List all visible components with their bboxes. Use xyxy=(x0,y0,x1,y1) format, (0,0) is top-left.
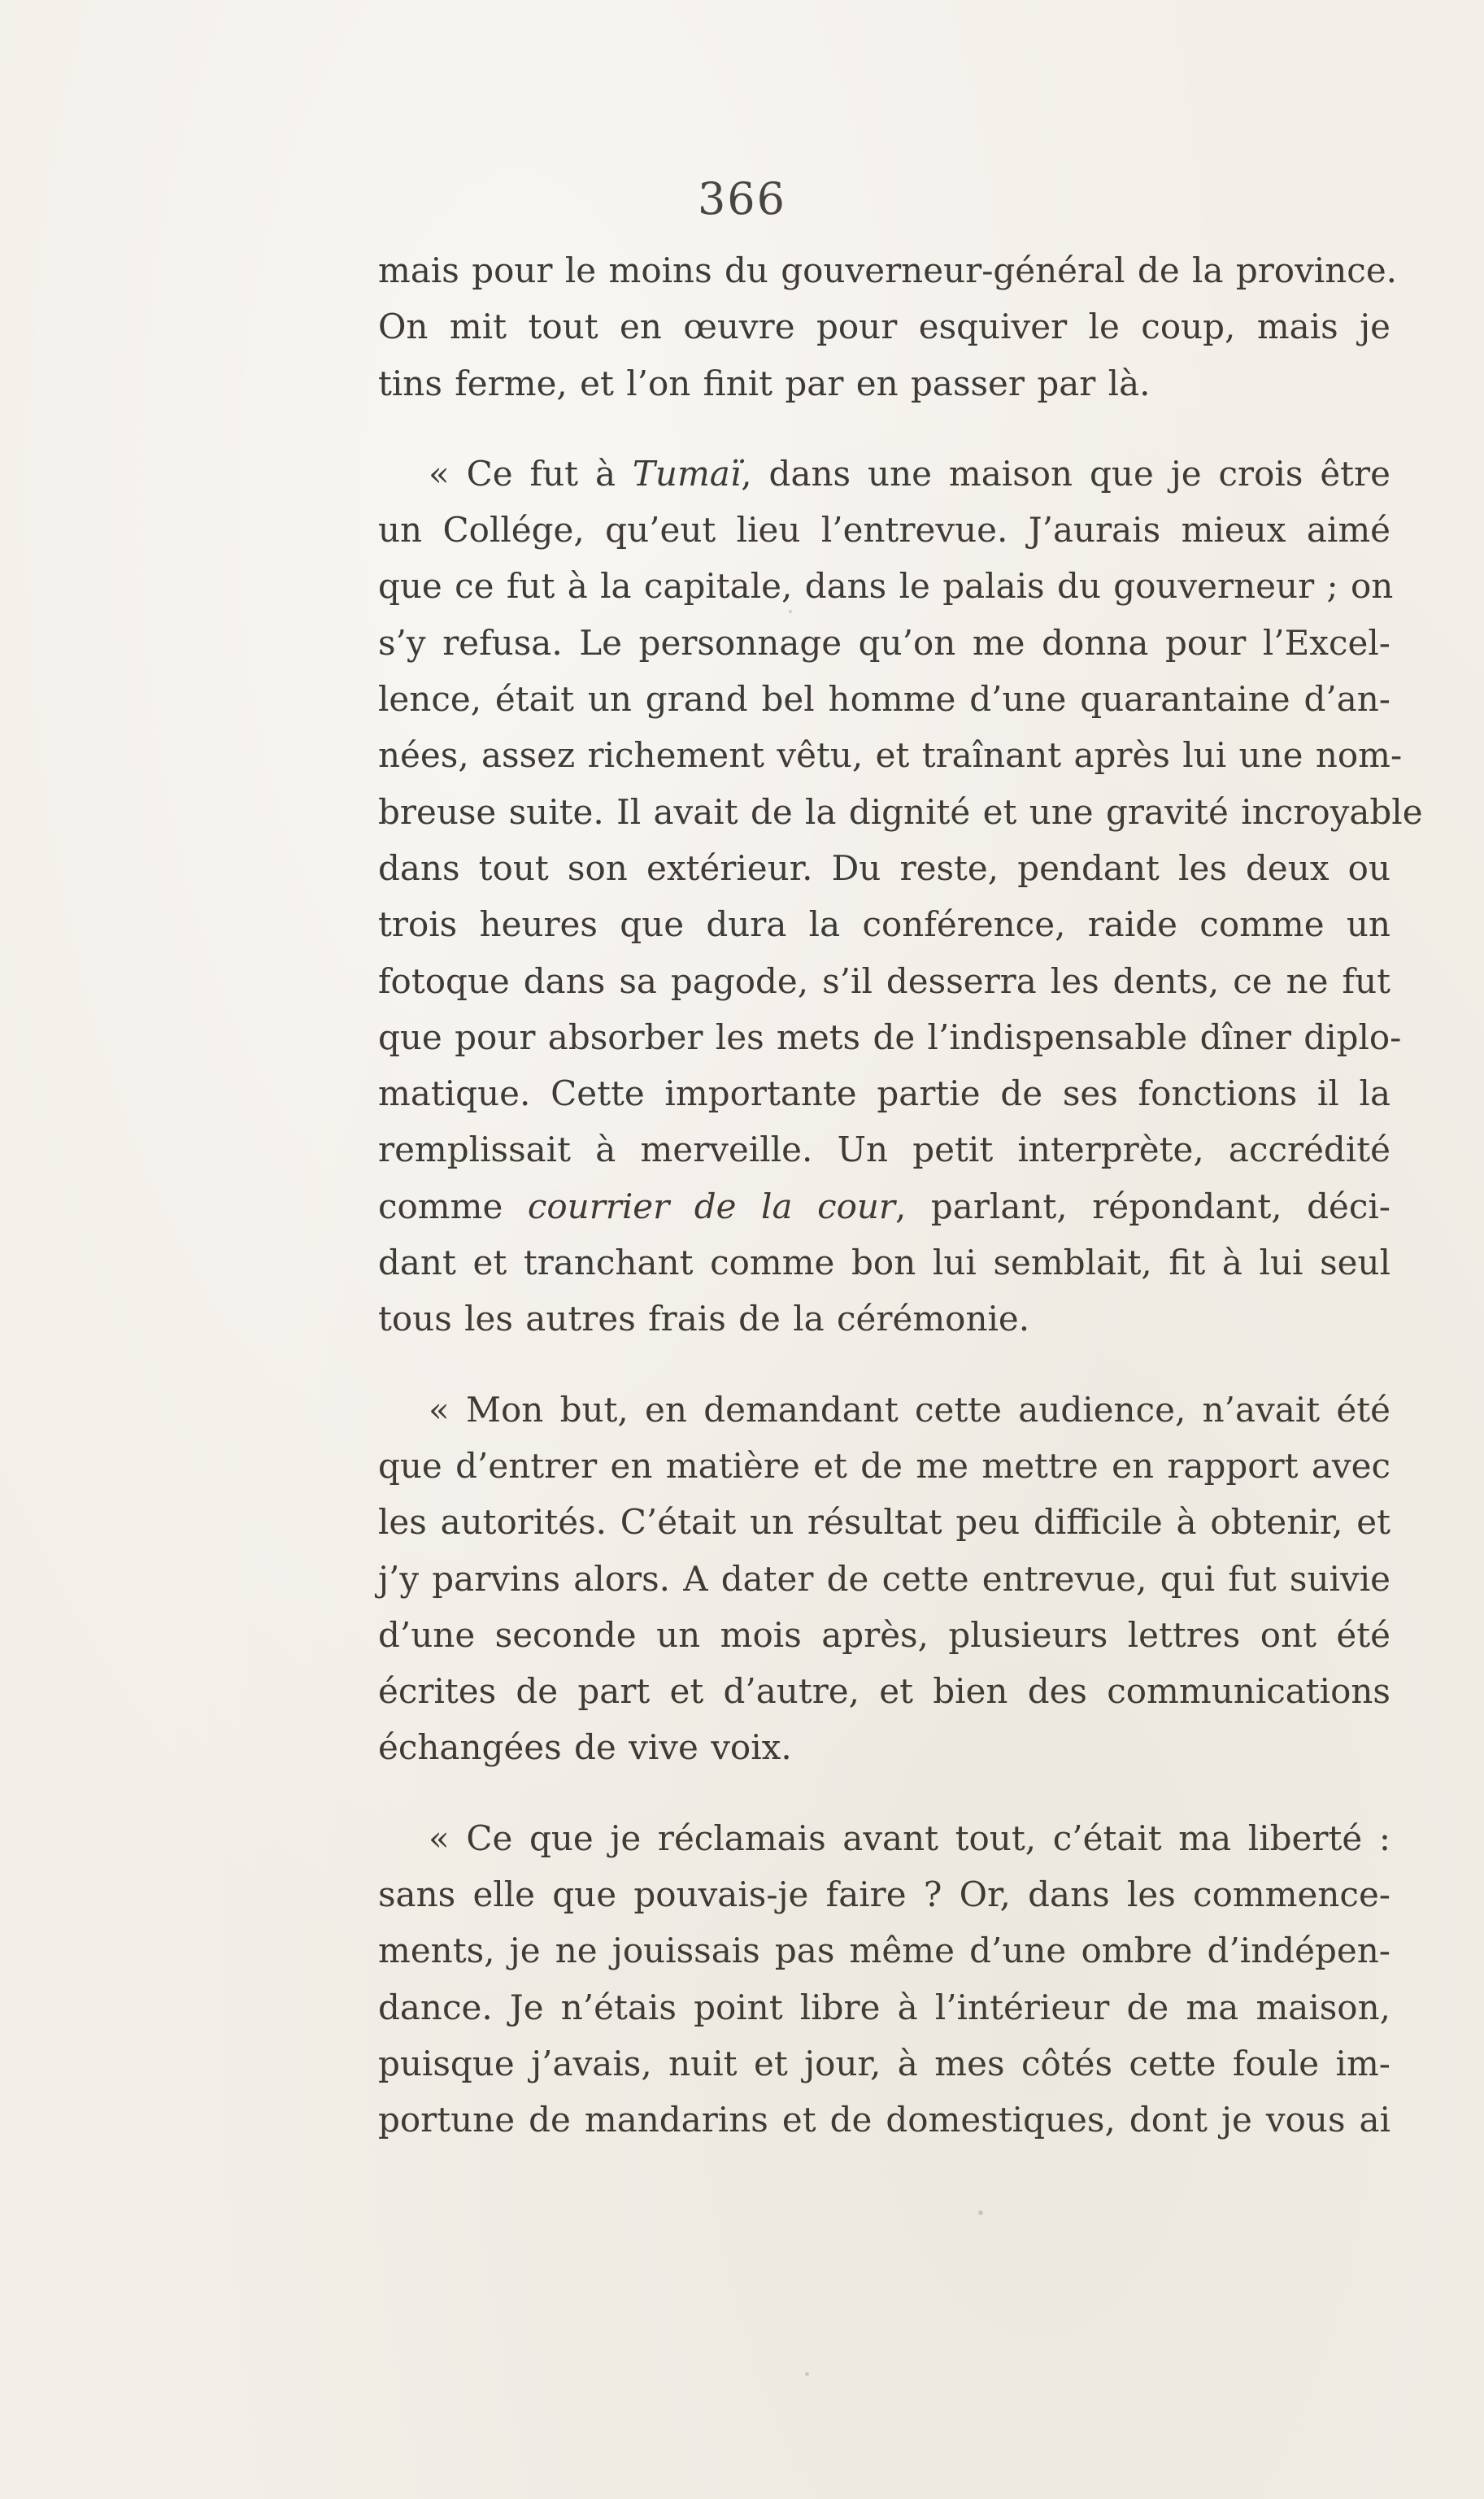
paper-speck xyxy=(978,2210,983,2215)
paragraph-4 xyxy=(378,1810,1390,2149)
paragraph-2 xyxy=(378,446,1423,1347)
text-segment: « Ce fut à xyxy=(429,453,633,494)
text-line: On mit tout en œuvre pour esquiver le coup, mais je xyxy=(378,307,1390,347)
text-line: breuse suite. Il avait de la dignité et une gravité incroyable xyxy=(378,791,1423,832)
text-line: portune de mandarins et de domestiques, dont je vous ai xyxy=(378,2100,1390,2140)
text-line xyxy=(378,446,1390,502)
text-line: fotoque dans sa pagode, s’il desserra les dents, ce ne fut xyxy=(378,960,1390,1001)
text-line: tous les autres frais de la cérémonie. xyxy=(378,1299,1030,1339)
text-line xyxy=(378,1178,1390,1234)
text-line: remplissait à merveille. Un petit interprète, accrédité xyxy=(378,1130,1390,1170)
text-line: dant et tranchant comme bon lui semblait, fit à lui seul xyxy=(378,1243,1390,1283)
body-text xyxy=(378,242,1423,2149)
text-segment: , dans une maison que je crois être xyxy=(741,453,1390,494)
text-line: échangées de vive voix. xyxy=(378,1727,792,1768)
paper-speck xyxy=(789,610,792,613)
text-line: j’y parvins alors. A dater de cette entrevue, qui fut suivie xyxy=(378,1558,1390,1599)
paragraph-1 xyxy=(378,242,1398,411)
text-line: dance. Je n’étais point libre à l’intérieur de ma maison, xyxy=(378,1987,1390,2027)
text-line: trois heures que dura la conférence, raide comme un xyxy=(378,904,1390,945)
text-line: mais pour le moins du gouverneur-général de la province. xyxy=(378,250,1398,290)
text-line: un Collége, qu’eut lieu l’entrevue. J’aurais mieux aimé xyxy=(378,510,1390,551)
place-name: Tumaï xyxy=(632,453,742,494)
text-line: que ce fut à la capitale, dans le palais du gouverneur ; on xyxy=(378,566,1394,607)
text-segment: , parlant, répondant, déci- xyxy=(895,1186,1390,1226)
text-line: que pour absorber les mets de l’indispensable dîner diplo- xyxy=(378,1017,1402,1057)
paragraph-3 xyxy=(378,1382,1390,1776)
text-line: matique. Cette importante partie de ses fonctions il la xyxy=(378,1073,1390,1114)
text-segment: comme xyxy=(378,1186,528,1226)
text-line: puisque j’avais, nuit et jour, à mes côtés cette foule im- xyxy=(378,2043,1390,2083)
page-number: 366 xyxy=(697,173,787,224)
text-line: lence, était un grand bel homme d’une quarantaine d’an- xyxy=(378,679,1390,720)
text-line: ments, je ne jouissais pas même d’une ombre d’indépen- xyxy=(378,1931,1390,1971)
text-line: nées, assez richement vêtu, et traînant après lui une nom- xyxy=(378,735,1403,776)
text-line: tins ferme, et l’on finit par en passer par là. xyxy=(378,363,1151,403)
text-line: dans tout son extérieur. Du reste, pendant les deux ou xyxy=(378,847,1390,888)
text-line: sans elle que pouvais-je faire ? Or, dans les commence- xyxy=(378,1874,1390,1915)
text-line: « Mon but, en demandant cette audience, n’avait été xyxy=(429,1389,1390,1430)
paper-speck xyxy=(805,2372,809,2376)
text-line: d’une seconde un mois après, plusieurs lettres ont été xyxy=(378,1614,1390,1655)
text-line: écrites de part et d’autre, et bien des communications xyxy=(378,1671,1390,1712)
italic-title: courrier de la cour xyxy=(527,1186,896,1226)
text-line: « Ce que je réclamais avant tout, c’était ma liberté : xyxy=(429,1818,1390,1858)
text-line: que d’entrer en matière et de me mettre en rapport avec xyxy=(378,1445,1390,1486)
text-line: les autorités. C’était un résultat peu difficile à obtenir, et xyxy=(378,1502,1390,1543)
text-line: s’y refusa. Le personnage qu’on me donna pour l’Excel- xyxy=(378,622,1390,663)
